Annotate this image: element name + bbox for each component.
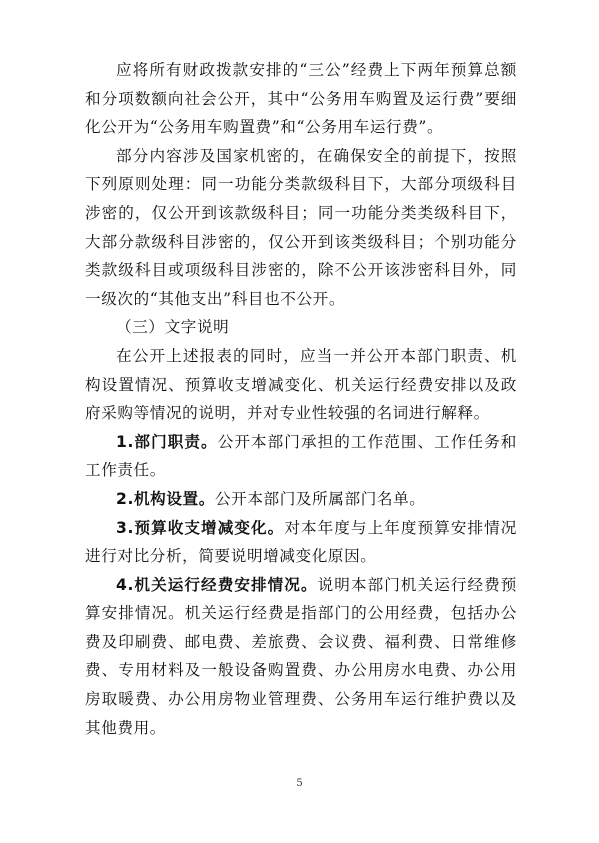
item-budget-changes xyxy=(85,514,517,571)
page-content xyxy=(85,56,517,742)
item-body: 对本年度与上年度预算安排情况进行对比分析，简要说明增减变化原因。 xyxy=(85,518,517,566)
section-heading: （三）文字说明 xyxy=(116,318,230,337)
item-body: 公开本部门承担的工作范围、工作任务和工作责任。 xyxy=(85,432,517,480)
item-title: 1.部门职责。 xyxy=(116,432,218,451)
item-body: 公开本部门及所属部门名单。 xyxy=(214,489,426,508)
item-title: 2.机构设置。 xyxy=(116,489,215,508)
item-department-duties xyxy=(85,428,517,485)
page-number: 5 xyxy=(296,778,303,789)
paragraph-sangong-disclosure: 应将所有财政拨款安排的“三公”经费上下两年预算总额和分项数额向社会公开，其中“公务用车购置及运行费”要细化公开为“公务用车购置费”和“公务用车运行费”。 xyxy=(85,61,517,137)
item-body: 说明本部门机关运行经费预算安排情况。机关运行经费是指部门的公用经费，包括办公费及印刷费、邮电费、差旅费、会议费、福利费、日常维修费、专用材料及一般设备购置费、办公用房水电费、办公用房取暖费、办公用房物业管理费、公务用车运行维护费以及其他费用。 xyxy=(85,575,518,737)
paragraph-intro: 在公开上述报表的同时，应当一并公开本部门职责、机构设置情况、预算收支增减变化、机关运行经费安排以及政府采购等情况的说明，并对专业性较强的名词进行解释。 xyxy=(85,346,517,423)
item-operating-expenses xyxy=(85,571,517,743)
item-title: 4.机关运行经费安排情况。 xyxy=(116,575,318,594)
item-title: 3.预算收支增减变化。 xyxy=(116,518,285,537)
item-organization-setup xyxy=(85,485,517,514)
paragraph-classified-handling: 部分内容涉及国家机密的，在确保安全的前提下，按照下列原则处理：同一功能分类款级科目下，大部分项级科目涉密的，仅公开到该款级科目；同一功能分类类级科目下，大部分款级科目涉密的，仅公开到该类级科目；个别功能分类款级科目或项级科目涉密的，除不公开该涉密科目外，同一级次的“其他支出”科目也不公开。 xyxy=(85,146,517,308)
